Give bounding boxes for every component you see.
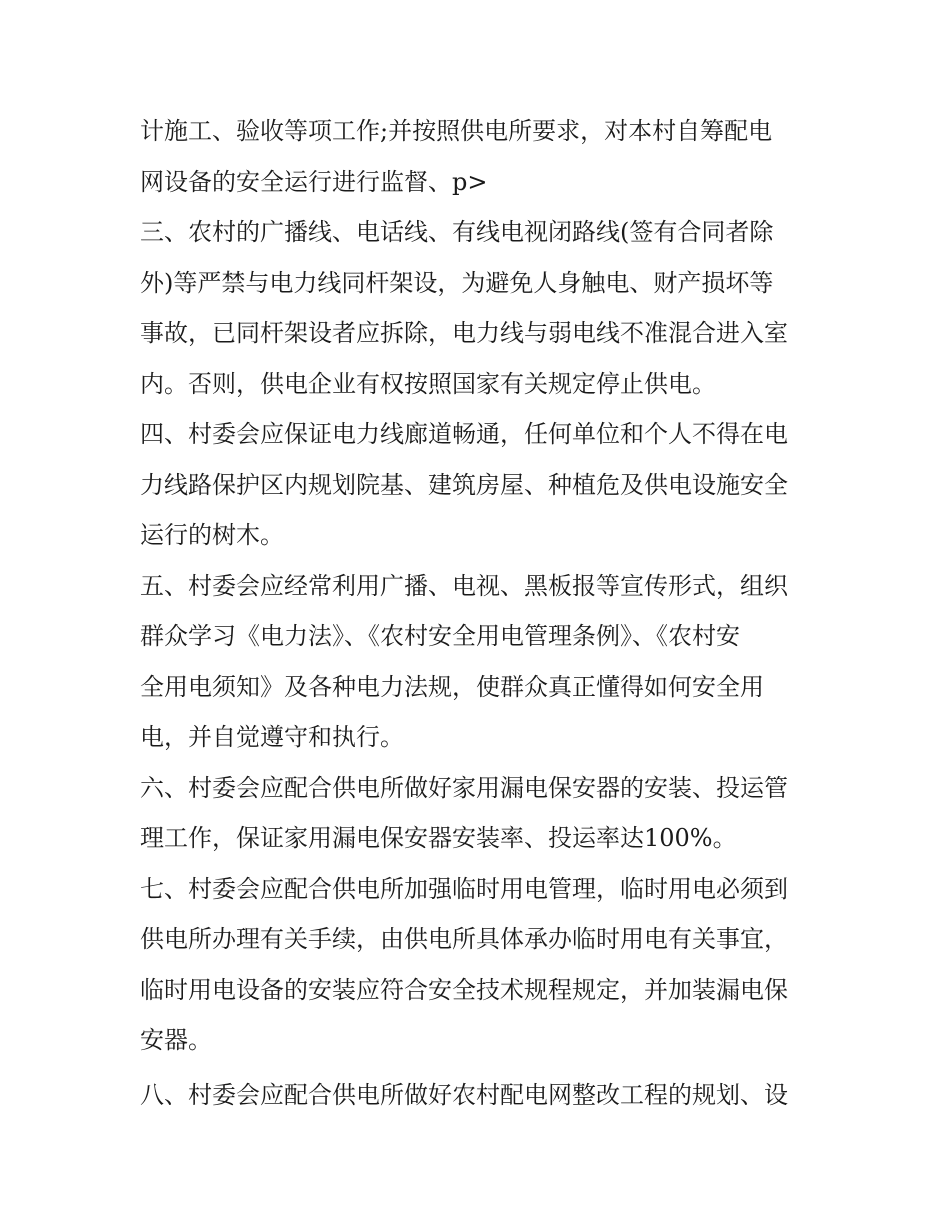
text-line: 八、村委会应配合供电所做好农村配电网整改工程的规划、设 bbox=[140, 1080, 788, 1109]
text-line: 力线路保护区内规划院基、建筑房屋、种植危及供电设施安全 bbox=[140, 470, 788, 499]
text-line: 计施工、验收等项工作;并按照供电所要求，对本村自筹配电 bbox=[140, 117, 773, 145]
text-line: 六、村委会应配合供电所做好家用漏电保安器的安装、投运管 bbox=[140, 773, 788, 802]
text-line: 供电所办理有关手续，由供电所具体承办临时用电有关事宜， bbox=[140, 925, 788, 953]
text-line: 三、农村的广播线、电话线、有线电视闭路线(签有合同者除 bbox=[140, 218, 774, 246]
text-line: 电，并自觉遵守和执行。 bbox=[140, 723, 404, 751]
text-line: 安器。 bbox=[140, 1026, 212, 1054]
text-line: 外)等严禁与电力线同杆架设，为避免人身触电、财产损坏等 bbox=[140, 268, 774, 297]
text-line: 内。否则，供电企业有权按照国家有关规定停止供电。 bbox=[140, 369, 716, 398]
text-line: 理工作，保证家用漏电保安器安装率、投运率达100%。 bbox=[140, 824, 737, 852]
document-body bbox=[140, 106, 820, 1120]
text-line: 事故，已同杆架设者应拆除，电力线与弱电线不准混合进入室 bbox=[140, 319, 788, 347]
text-line: 网设备的安全运行进行监督、p> bbox=[140, 167, 488, 196]
text-line: 运行的树木。 bbox=[140, 521, 284, 549]
text-line: 五、村委会应经常利用广播、电视、黑板报等宣传形式，组织 bbox=[140, 571, 788, 600]
text-line: 四、村委会应保证电力线廊道畅通，任何单位和个人不得在电 bbox=[140, 420, 788, 448]
text-line: 全用电须知》及各种电力法规，使群众真正懂得如何安全用 bbox=[140, 672, 764, 701]
text-line: 七、村委会应配合供电所加强临时用电管理，临时用电必须到 bbox=[140, 874, 788, 903]
text-line: 临时用电设备的安装应符合安全技术规程规定，并加装漏电保 bbox=[140, 975, 788, 1004]
text-line: 群众学习《电力法》、《农村安全用电管理条例》、《农村安 bbox=[140, 622, 740, 650]
